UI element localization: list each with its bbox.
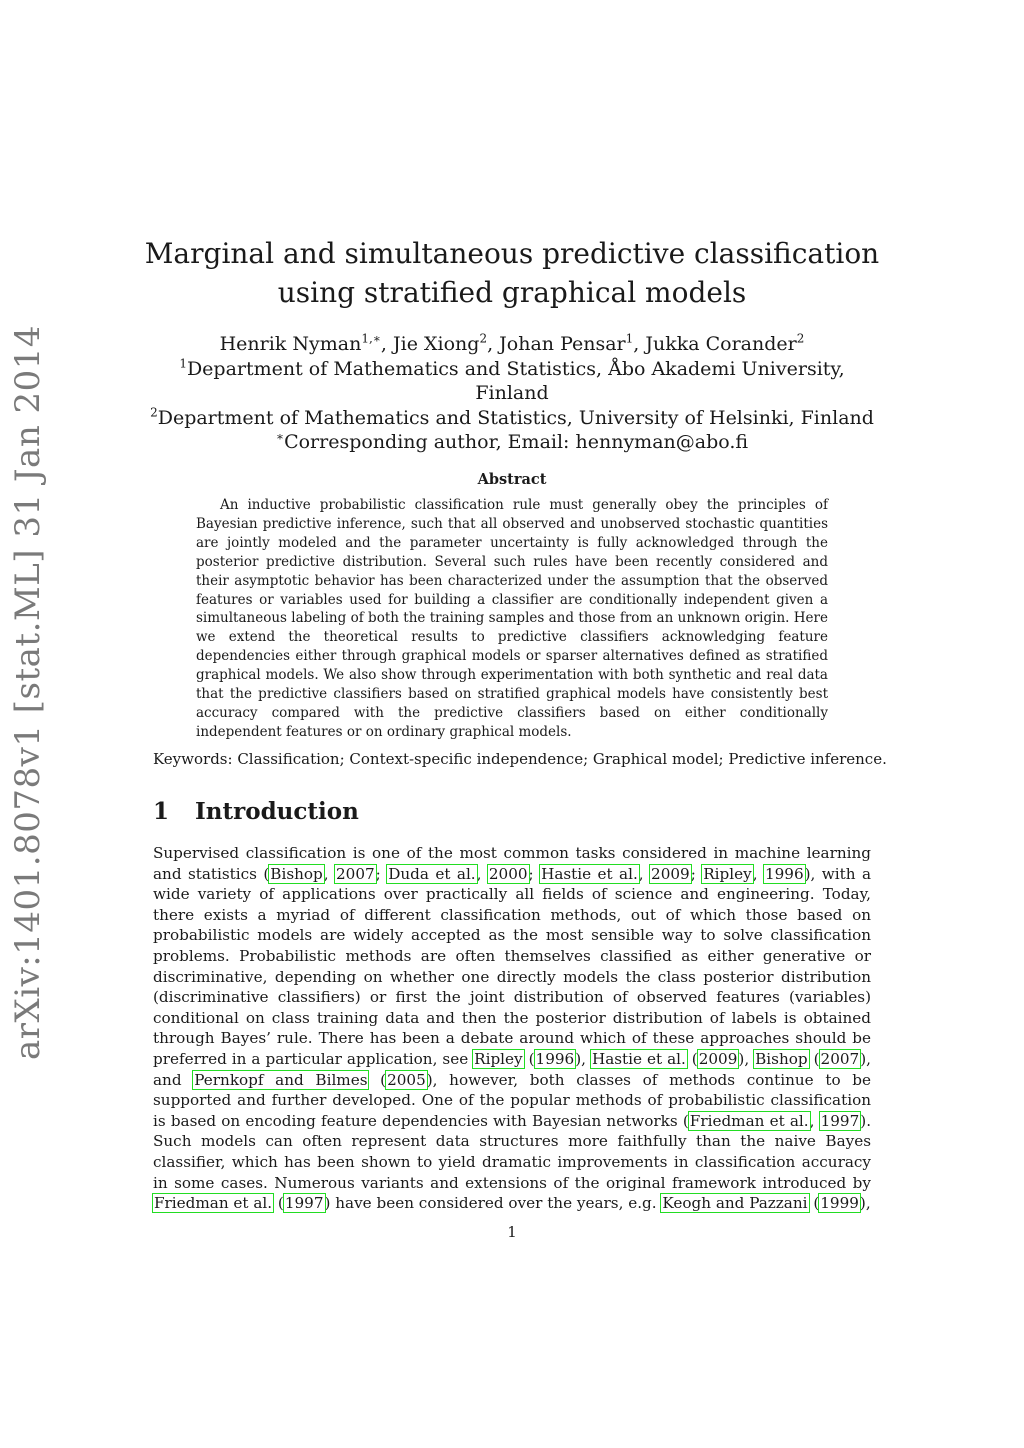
- citation-link[interactable]: Bishop: [755, 1049, 808, 1068]
- author-list: Henrik Nyman$^{1,∗}$, Jie Xiong$^2$, Johan Pensar$^1$, Jukka Corander$^2$: [219, 331, 805, 355]
- text-run: ),: [859, 1194, 871, 1213]
- citation-link[interactable]: Hastie et al.: [541, 864, 638, 883]
- citation-link[interactable]: 2005: [387, 1070, 426, 1089]
- text-run: ;: [528, 864, 541, 883]
- arxiv-identifier: arXiv:1401.8078v1 [stat.ML] 31 Jan 2014: [8, 324, 48, 1060]
- citation-link[interactable]: Hastie et al.: [591, 1049, 686, 1068]
- text-run: ;: [690, 864, 703, 883]
- author-name: Jie Xiong: [393, 333, 480, 355]
- text-run: ,: [638, 864, 651, 883]
- text-run: Supervised classification is one of the most common tasks considered in machine learning and statistics (: [153, 844, 871, 883]
- citation-link[interactable]: Bishop: [270, 864, 323, 883]
- text-run: (: [368, 1070, 387, 1089]
- text-run: (: [808, 1049, 820, 1068]
- author-name: Henrik Nyman: [219, 333, 362, 355]
- text-run: ,: [476, 864, 488, 883]
- section-heading: [153, 796, 873, 828]
- author-sup: 1,∗: [361, 331, 381, 346]
- section-title: Introduction: [195, 798, 359, 825]
- text-run: ,: [809, 1111, 820, 1130]
- citation-link[interactable]: Duda et al.: [388, 864, 476, 883]
- author-sup: 2: [479, 331, 488, 346]
- citation-link[interactable]: Friedman et al.: [689, 1111, 809, 1130]
- text-run: ), however, both classes of methods continue to be supported and further developed. One of the popular methods of probabilistic classification is based on encoding feature dependencies with Bayesian networks (: [153, 1070, 871, 1130]
- affiliation: [140, 406, 884, 431]
- text-run: (: [808, 1194, 820, 1213]
- section-number: 1: [153, 798, 170, 825]
- affiliation-sup: 1: [179, 356, 187, 371]
- text-run: ) have been considered over the years, e.g.: [324, 1194, 662, 1213]
- author-name: Jukka Corander: [645, 333, 797, 355]
- citation-link[interactable]: 1997: [284, 1194, 324, 1213]
- text-run: (: [523, 1049, 535, 1068]
- affiliation-sup: ∗: [275, 429, 285, 444]
- text-run: ;: [375, 864, 388, 883]
- citation-link[interactable]: 1997: [820, 1111, 860, 1130]
- citation-link[interactable]: Ripley: [703, 864, 752, 883]
- citation-link[interactable]: 2007: [336, 864, 375, 883]
- affiliation: [140, 357, 884, 406]
- author-sup: 1: [625, 331, 634, 346]
- citation-link[interactable]: 1996: [764, 864, 804, 883]
- author-name: Johan Pensar: [499, 333, 626, 355]
- paper-title: Marginal and simultaneous predictive classification using stratified graphical models: [144, 237, 880, 309]
- citation-link[interactable]: Friedman et al.: [154, 1194, 273, 1213]
- citation-link[interactable]: 2009: [698, 1049, 738, 1068]
- text-run: ), and: [153, 1049, 871, 1089]
- citation-link[interactable]: Keogh and Pazzani: [662, 1194, 808, 1213]
- text-run: (: [273, 1194, 284, 1213]
- affiliation-text: Department of Mathematics and Statistics, Åbo Akademi University, Finland: [186, 357, 845, 404]
- citation-link[interactable]: 2007: [820, 1049, 860, 1068]
- text-run: ),: [575, 1049, 591, 1068]
- corresponding-author: [140, 430, 884, 455]
- abstract-text: An inductive probabilistic classification rule must generally obey the principles of Bayesian predictive inference, such that all observed and unobserved stochastic quantities are jointly modeled and the parameter uncertainty is fully acknowledged through the posterior predictive distribution. Several such rules have been recently considered and their asymptotic behavior has been characterized under the assumption that the observed features or variables used for building a classifier are conditionally independent given a simultaneous labeling of both the training samples and those from an unknown origin. Here we extend the theoretical results to predictive classifiers acknowledging feature dependencies either through graphical models or sparser alternatives defined as stratified graphical models. We also show through experimentation with both synthetic and real data that the predictive classifiers based on stratified graphical models have consistently best accuracy compared with the predictive classifiers based on either conditionally independent features or on ordinary graphical models.: [196, 497, 828, 740]
- text-run: ). Such models can often represent data structures more faithfully than the naive Bayes classifier, which has been shown to yield dramatic improvements in classification accuracy in some cases. Numerous variants and extensions of the original framework introduced by: [153, 1111, 872, 1192]
- citation-link[interactable]: Pernkopf and Bilmes: [194, 1070, 368, 1089]
- text-run: ,: [752, 864, 764, 883]
- citation-link[interactable]: 1999: [820, 1194, 859, 1213]
- abstract-heading: Abstract: [477, 471, 547, 488]
- affiliation-text: Corresponding author, Email: hennyman@abo.fi: [284, 431, 749, 453]
- citation-link[interactable]: Ripley: [474, 1049, 523, 1068]
- keywords: Keywords: Classification; Context-specific independence; Graphical model; Predictive inference.: [153, 750, 887, 768]
- page-number: 1: [507, 1223, 517, 1241]
- author-sup: 2: [796, 331, 805, 346]
- text-run: ), with a wide variety of applications over practically all fields of science and engineering. Today, there exists a myriad of different classification methods, out of which those based on probabilistic models are widely accepted as the most sensible way to solve classification problems. Probabilistic methods are often themselves classified as either generative or discriminative, depending on whether one directly models the class posterior distribution (discriminative classifiers) or first the joint distribution of observed features (variables) conditional on class training data and then the posterior distribution of labels is obtained through Bayes’ rule. There has been a debate around which of these approaches should be preferred in a particular application, see: [153, 864, 871, 1068]
- citation-link[interactable]: 2000: [488, 864, 528, 883]
- text-run: (: [686, 1049, 698, 1068]
- text-run: ),: [738, 1049, 755, 1068]
- introduction-paragraph: [153, 843, 871, 1214]
- author-block: [140, 332, 884, 455]
- citation-link[interactable]: 2009: [651, 864, 690, 883]
- affiliation-text: Department of Mathematics and Statistics, University of Helsinki, Finland: [157, 406, 874, 429]
- citation-link[interactable]: 1996: [535, 1049, 575, 1068]
- text-run: ,: [323, 864, 336, 883]
- affiliation-sup: 2: [150, 405, 158, 420]
